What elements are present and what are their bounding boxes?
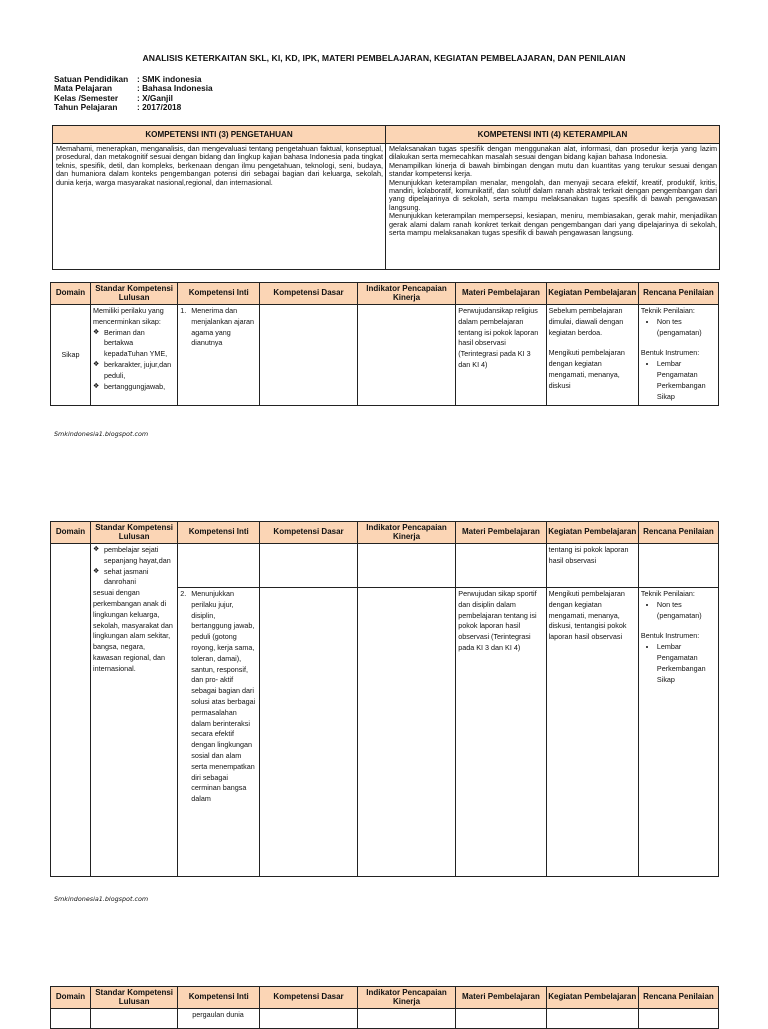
kegiatan-cell: Mengikuti pembelajaran dengan kegiatan mengamati, menanya, diskusi, tentangisi pokok laporan hasil observasi [546, 588, 638, 877]
meta-value: : SMK indonesia [137, 74, 202, 84]
skl-text: sesuai dengan perkembangan anak di lingkungan keluarga, sekolah, masyarakat dan lingkungan alam sekitar, bangsa, negara, kawasan regional, dan internasional. [93, 588, 173, 673]
header-kd: Kompetensi Dasar [260, 522, 357, 544]
ki-cell: pergaulan dunia [178, 1009, 260, 1029]
rencana-cell [638, 1009, 718, 1029]
skl-list [93, 545, 175, 588]
indikator-cell [357, 544, 456, 588]
list-item: ❖ bertanggungjawab, [93, 382, 175, 393]
list-item: • Non tes (pengamatan) [657, 600, 716, 622]
ki-cell [178, 544, 260, 588]
indikator-cell [357, 305, 456, 406]
header-kd: Kompetensi Dasar [260, 283, 357, 305]
kd-cell [260, 544, 357, 588]
ki-cell [178, 588, 260, 877]
header-rencana: Rencana Penilaian [638, 522, 718, 544]
header-domain: Domain [51, 522, 91, 544]
header-rencana: Rencana Penilaian [638, 283, 718, 305]
list-item: • Non tes (pengamatan) [657, 317, 716, 339]
header-materi: Materi Pembelajaran [456, 987, 546, 1009]
meta-value: : 2017/2018 [137, 102, 182, 113]
meta-value: : Bahasa Indonesia [137, 83, 213, 94]
skl-cell [91, 544, 178, 877]
list-item: ❖ pembelajar sejati sepanjang hayat,dan [93, 545, 175, 567]
skl-list [93, 328, 175, 393]
list-item: ❖ Beriman dan bertakwa kepadaTuhan YME, [93, 328, 175, 360]
bentuk-label: Bentuk Instrumen: [640, 348, 700, 358]
ki-text: Menerima dan menjalankan ajaran agama yang dianutnya [191, 306, 254, 348]
ki4-paragraph: Menampilkan kinerja di bawah bimbingan dengan mutu dan kuantitas yang terukur sesuai dengan standar kompetensi kerja. [389, 160, 717, 179]
ki-text: Menunjukkan perilaku jujur, disiplin, bertanggung jawab, peduli (gotong royong, kerja sama, toleran, damai), santun, responsif, dan pro- aktif sebagai bagian dari solusi atas berbagai permasalahan dalam berinteraksi secara efektif dengan lingkungan sosial dan alam serta menempatkan diri sebagai cerminan bangsa dalam [191, 589, 256, 804]
header-kd: Kompetensi Dasar [260, 987, 357, 1009]
kd-cell [260, 305, 357, 406]
skl-cell [91, 1009, 178, 1029]
rencana-cell [638, 588, 718, 877]
header-ki: Kompetensi Inti [178, 283, 260, 305]
header-kegiatan: Kegiatan Pembelajaran [546, 522, 638, 544]
materi-cell: Perwujudansikap religius dalam pembelajaran tentang isi pokok laporan hasil observasi (Terintegrasi pada KI 3 dan KI 4) [456, 305, 546, 406]
header-skl: Standar Kompetensi Lulusan [91, 283, 178, 305]
ki4-header: KOMPETENSI INTI (4) KETERAMPILAN [386, 126, 720, 144]
header-row [51, 283, 719, 305]
header-materi: Materi Pembelajaran [456, 522, 546, 544]
table-row [51, 305, 719, 406]
header-row [51, 987, 719, 1009]
meta-label: Tahun Pelajaran [54, 102, 118, 113]
list-item: • Lembar Pengamatan Perkembangan Sikap [657, 359, 716, 402]
ki3-text: Memahami, menerapkan, menganalisis, dan mengevaluasi tentang pengetahuan faktual, konseptual, prosedural, dan metakognitif sesuai dengan bidang dan lingkup kajian bahasa Indonesia pada tingkat teknis, spesifik, detil, dan kompleks, berkenaan dengan ilmu pengetahuan, teknologi, seni, budaya, dan humaniora dalam konteks pengembangan potensi diri sebagai bagian dari keluarga, sekolah, dunia kerja, warga masyarakat nasional,regional, dan internasional. [53, 144, 386, 270]
meta-label: Satuan Pendidikan [54, 74, 129, 84]
ki4-paragraph: Melaksanakan tugas spesifik dengan menggunakan alat, informasi, dan prosedur kerja yang lazim dilakukan serta memecahkan masalah sesuai dengan bidang kajian bahasa Indonesia. [389, 144, 717, 162]
list-item: ❖ sehat jasmani danrohani [93, 567, 175, 589]
analysis-table-1 [50, 282, 719, 406]
meta-value: : X/Ganjil [137, 92, 173, 103]
footer-watermark: Smkindonesia1.blogspot.com [54, 895, 149, 903]
kd-cell [260, 1009, 357, 1029]
domain-cell [51, 544, 91, 877]
kegiatan-cell [546, 305, 638, 406]
ki4-paragraph: Menunjukkan keterampilan mempersepsi, kesiapan, meniru, membiasakan, gerak mahir, menjadikan gerak alami dalam ranah konkret terkait dengan pengembangan dari yang dipelajarinya di sekolah, serta mampu melaksanakan tugas spesifik di bawah pengawasan langsung. [389, 211, 717, 238]
kegiatan-text: Sebelum pembelajaran dimulai, diawali dengan kegiatan berdoa. [548, 306, 624, 337]
materi-cell [456, 1009, 546, 1029]
ki4-text [386, 144, 720, 270]
rencana-cell [638, 305, 718, 406]
ki-table [52, 125, 720, 270]
skl-cell [91, 305, 178, 406]
header-skl: Standar Kompetensi Lulusan [91, 522, 178, 544]
analysis-table-2 [50, 521, 719, 877]
document-meta [54, 75, 213, 113]
materi-cell: Perwujudan sikap sportif dan disiplin dalam pembelajaran tentang isi pokok laporan hasil observasi (Terintegrasi pada KI 3 dan KI 4) [456, 588, 546, 877]
table-row [51, 544, 719, 588]
document-title: ANALISIS KETERKAITAN SKL, KI, KD, IPK, MATERI PEMBELAJARAN, KEGIATAN PEMBELAJARAN, DAN PENILAIAN [142, 53, 626, 63]
footer-watermark: Smkindonesia1.blogspot.com [54, 430, 149, 438]
ki3-header: KOMPETENSI INTI (3) PENGETAHUAN [53, 126, 386, 144]
bentuk-label: Bentuk Instrumen: [640, 631, 700, 641]
header-domain: Domain [51, 987, 91, 1009]
materi-cell [456, 544, 546, 588]
table-row [51, 1009, 719, 1029]
header-kegiatan: Kegiatan Pembelajaran [546, 283, 638, 305]
kegiatan-cell [546, 1009, 638, 1029]
list-item: ❖ berkarakter, jujur,dan peduli, [93, 360, 175, 382]
rencana-cell [638, 544, 718, 588]
meta-label: Kelas /Semester [54, 92, 119, 103]
skl-intro: Memiliki perilaku yang mencerminkan sikap: [93, 306, 164, 326]
meta-row [54, 103, 213, 112]
header-materi: Materi Pembelajaran [456, 283, 546, 305]
kd-cell [260, 588, 357, 877]
kegiatan-text: Mengikuti pembelajaran dengan kegiatan mengamati, menanya, diskusi [548, 348, 625, 390]
teknik-label: Teknik Penilaian: [640, 306, 695, 315]
ki-number: 1. [180, 306, 187, 315]
list-item: • Lembar Pengamatan Perkembangan Sikap [657, 642, 716, 685]
indikator-cell [357, 1009, 456, 1029]
header-row [51, 522, 719, 544]
kegiatan-cell: tentang isi pokok laporan hasil observasi [546, 544, 638, 588]
header-indikator: Indikator Pencapaian Kinerja [357, 283, 456, 305]
ki-cell [178, 305, 260, 406]
teknik-label: Teknik Penilaian: [640, 589, 695, 598]
header-skl: Standar Kompetensi Lulusan [91, 987, 178, 1009]
domain-cell: Sikap [51, 305, 91, 406]
header-indikator: Indikator Pencapaian Kinerja [357, 522, 456, 544]
header-indikator: Indikator Pencapaian Kinerja [357, 987, 456, 1009]
ki-number: 2. [180, 589, 187, 598]
analysis-table-3 [50, 986, 719, 1029]
header-ki: Kompetensi Inti [178, 522, 260, 544]
domain-cell [51, 1009, 91, 1029]
indikator-cell [357, 588, 456, 877]
ki4-paragraph: Menunjukkan keterampilan menalar, mengolah, dan menyaji secara efektif, kreatif, produktif, kritis, mandiri, kolaboratif, komunikatif, dan solutif dalam ranah abstrak terkait dengan pengembangan dari yang dipelajarinya di sekolah, serta mampu melaksanakan tugas spesifik di bawah pengawasan langsung. [389, 177, 717, 212]
header-rencana: Rencana Penilaian [638, 987, 718, 1009]
header-domain: Domain [51, 283, 91, 305]
meta-label: Mata Pelajaran [54, 83, 113, 94]
header-kegiatan: Kegiatan Pembelajaran [546, 987, 638, 1009]
header-ki: Kompetensi Inti [178, 987, 260, 1009]
